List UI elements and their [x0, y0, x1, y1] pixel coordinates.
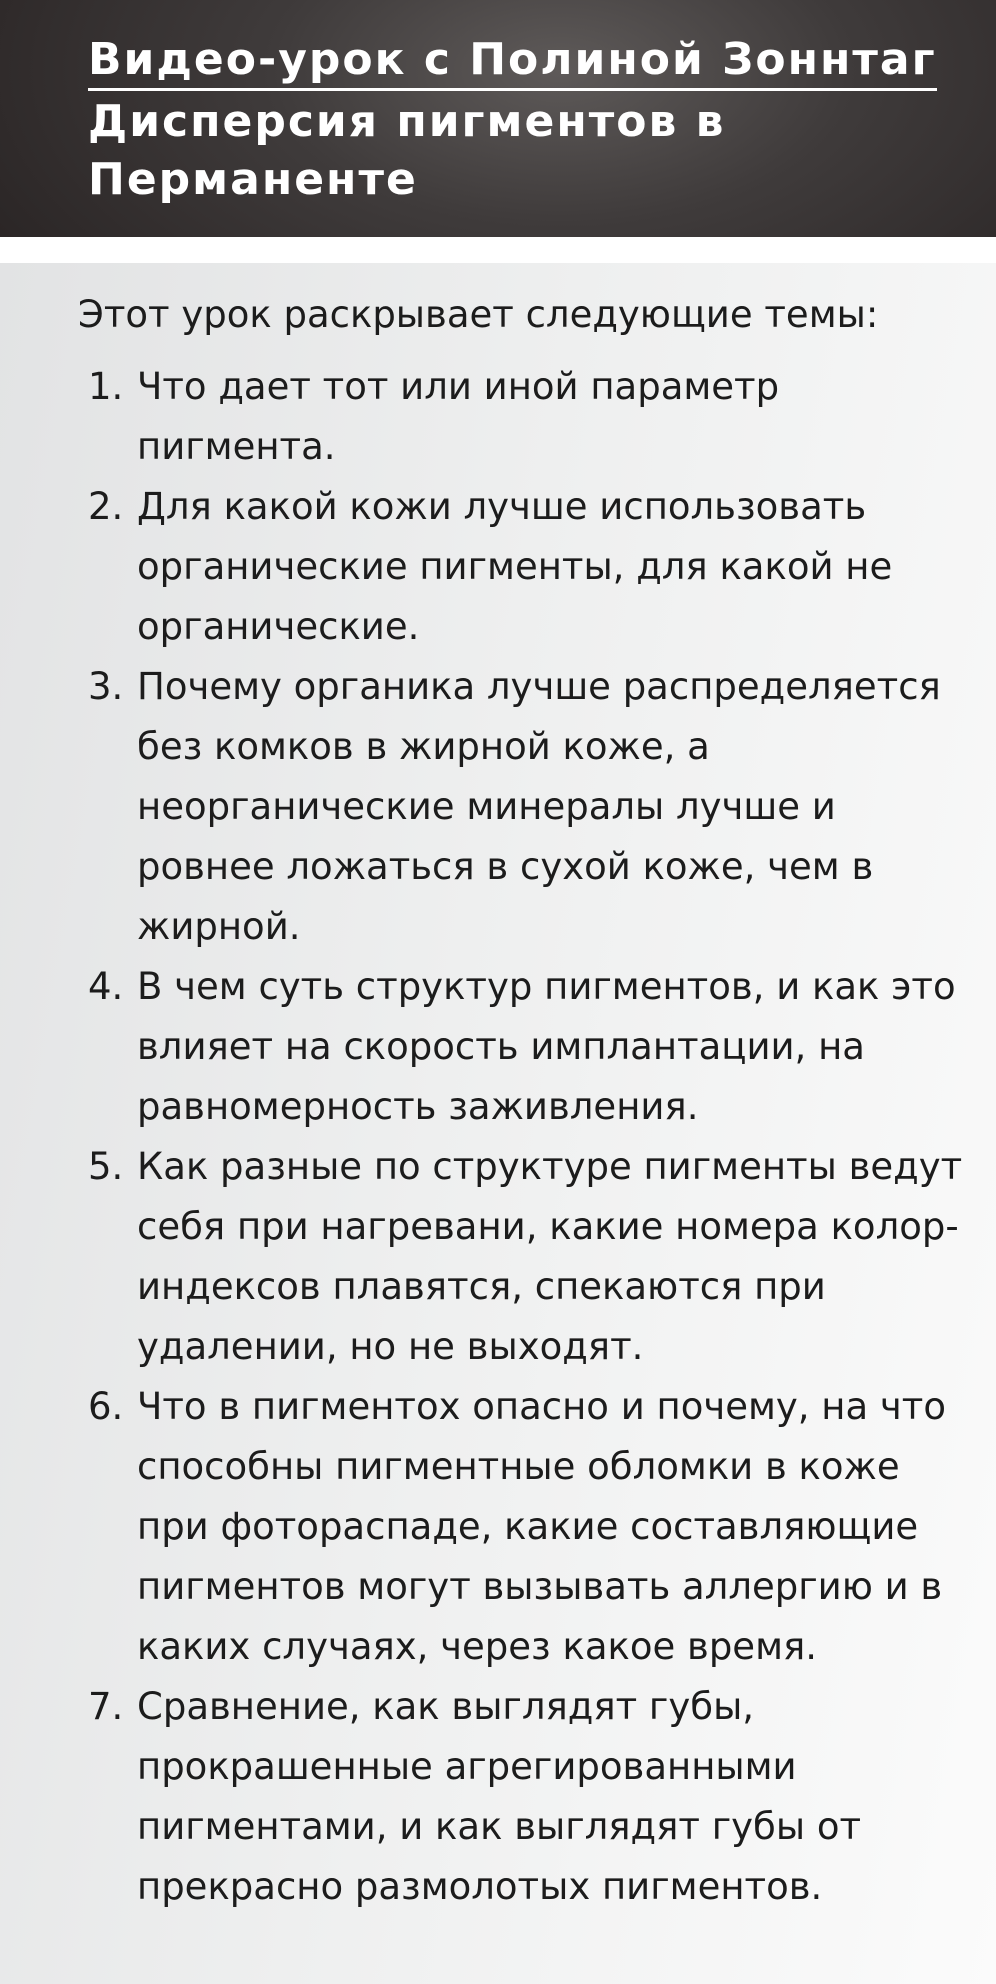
topic-item-1	[78, 357, 972, 477]
lesson-title: Видео-урок с Полиной Зоннтаг	[88, 34, 937, 91]
topic-number: 4.	[88, 965, 124, 1008]
lesson-description	[0, 263, 996, 1984]
topic-number: 3.	[88, 665, 124, 708]
topic-item-2	[78, 477, 972, 657]
topic-item-5	[78, 1137, 972, 1377]
topic-text: В чем суть структур пигментов, и как это влияет на скорость имплантации, на равномерность заживления.	[137, 965, 956, 1128]
intro-text: Этот урок раскрывает следующие темы:	[78, 293, 879, 336]
topic-item-4	[78, 957, 972, 1137]
topic-text: Почему органика лучше распределяется без комков в жирной коже, а неорганические минералы лучше и ровнее ложаться в сухой коже, чем в жирной.	[137, 665, 941, 948]
topic-number: 6.	[88, 1385, 124, 1428]
topic-text: Как разные по структуре пигменты ведут себя при нагревани, какие номера колор-индексов плавятся, спекаются при удалении, но не выходят.	[137, 1145, 963, 1368]
topic-text: Что в пигментох опасно и почему, на что способны пигментные обломки в коже при фотораспаде, какие составляющие пигментов могут вызывать аллергию и в каких случаях, через какое время.	[137, 1385, 946, 1668]
lesson-subtitle-line-1: Дисперсия пигментов в	[88, 96, 726, 147]
topic-text: Сравнение, как выглядят губы, прокрашенные агрегированными пигментами, и как выглядят губы от прекрасно размолотых пигментов.	[137, 1685, 862, 1908]
topic-number: 2.	[88, 485, 124, 528]
topic-number: 1.	[88, 365, 124, 408]
lesson-subtitle-line-2: Перманенте	[88, 154, 418, 205]
header-banner	[0, 0, 996, 237]
topic-item-6	[78, 1377, 972, 1677]
header-divider	[0, 237, 996, 263]
topics-list	[78, 357, 972, 1917]
topic-item-3	[78, 657, 972, 957]
topic-number: 7.	[88, 1685, 124, 1728]
topic-text: Что дает тот или иной параметр пигмента.	[137, 365, 780, 468]
topic-number: 5.	[88, 1145, 124, 1188]
topic-text: Для какой кожи лучше использовать органические пигменты, для какой не органические.	[137, 485, 893, 648]
topic-item-7	[78, 1677, 972, 1917]
